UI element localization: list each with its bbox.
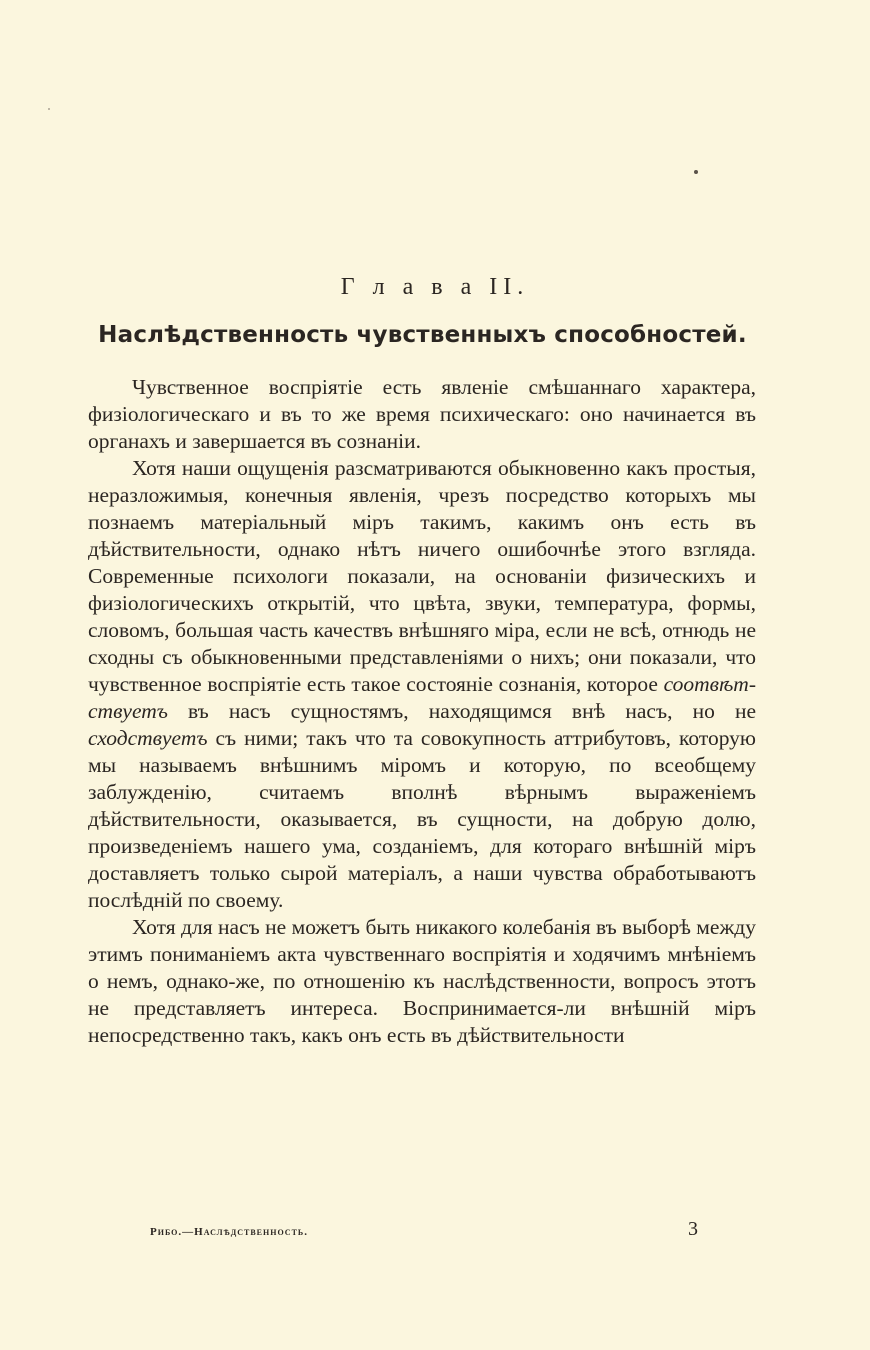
paragraph bbox=[88, 455, 756, 914]
page-number: 3 bbox=[688, 1218, 698, 1240]
chapter-title: Наслѣдственность чувственныхъ способностей. bbox=[98, 322, 747, 348]
paper-speck bbox=[48, 108, 50, 110]
paragraph bbox=[88, 374, 756, 455]
italic-text: соотвѣтствуетъ bbox=[88, 672, 756, 723]
paragraph-text: въ насъ сущностямъ, находящимся внѣ насъ, но не bbox=[167, 699, 756, 723]
paragraph-text: Хотя для насъ не можетъ быть никакого колебанія въ выборѣ между этимъ пониманіемъ акта чувственнаго воспріятія и ходячимъ мнѣніемъ о немъ, однако-же, по отношенію къ наслѣдственности, вопросъ этотъ не представляетъ интереса. Воспринимается-ли внѣшній міръ непосредственно такъ, какъ онъ есть въ дѣйствительности bbox=[88, 915, 756, 1047]
page-footer bbox=[150, 1218, 710, 1246]
chapter-heading: Г л а в а II. bbox=[340, 274, 530, 300]
paragraph bbox=[88, 914, 756, 1049]
paragraph-text: Хотя наши ощущенія разсматриваются обыкновенно какъ простыя, неразложимыя, конечныя явленія, чрезъ посредство которыхъ мы познаемъ матеріальный міръ такимъ, какимъ онъ есть въ дѣйствительности, однако нѣтъ ничего ошибочнѣе этого взгляда. Современные психологи показали, на основаніи физическихъ и физіологическихъ открытій, что цвѣта, звуки, температура, формы, словомъ, большая часть качествъ внѣшняго міра, если не всѣ, отнюдь не сходны съ обыкновенными представленіями о нихъ; они показали, что чувственное воспріятіе есть такое состояніе сознанія, которое bbox=[88, 456, 756, 696]
italic-text: сходствуетъ bbox=[88, 726, 208, 750]
body-text bbox=[88, 374, 756, 1049]
paper-speck bbox=[694, 170, 698, 174]
paragraph-text: съ ними; такъ что та совокупность аттрибутовъ, которую мы называемъ внѣшнимъ міромъ и которую, по всеобщему заблужденію, считаемъ вполнѣ вѣрнымъ выраженіемъ дѣйствительности, оказывается, въ сущности, на добрую долю, произведеніемъ нашего ума, созданіемъ, для котораго внѣшній міръ доставляетъ только сырой матеріалъ, а наши чувства обработываютъ послѣдній по своему. bbox=[88, 726, 756, 912]
running-title: Рибо.—Наслѣдственность. bbox=[150, 1226, 308, 1238]
paragraph-text: Чувственное воспріятіе есть явленіе смѣшаннаго характера, физіологическаго и въ то же время психическаго: оно начинается въ органахъ и завершается въ сознаніи. bbox=[88, 375, 756, 453]
